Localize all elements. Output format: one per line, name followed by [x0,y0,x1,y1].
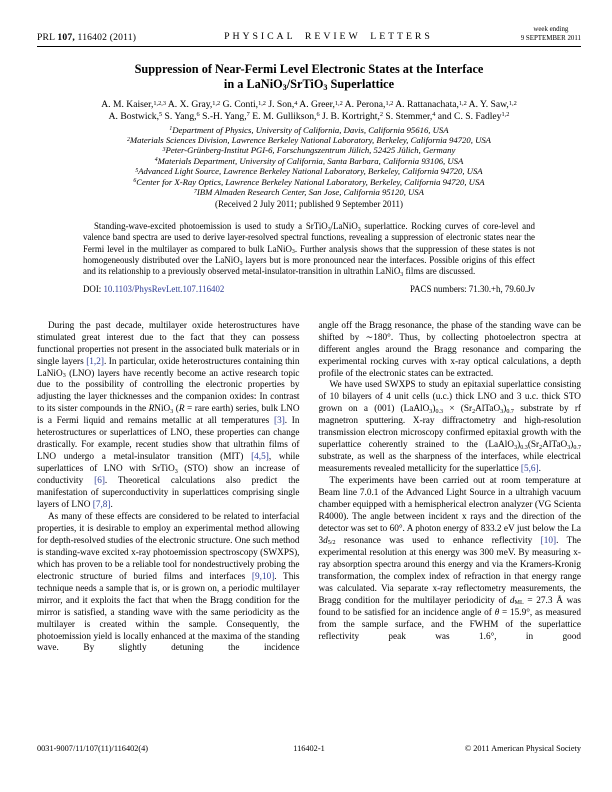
page-header [37,26,581,47]
affiliation-5: $^5$Advanced Light Source, Lawrence Berkeley National Laboratory, Berkeley, California 94720, USA [135,166,483,177]
affiliations-block [37,125,581,198]
title-line-2: in a LaNiO3/SrTiO3 Superlattice [223,76,395,92]
doi-block [83,284,224,294]
abstract-text: Standing-wave-excited photoemission is used to study a SrTiO3/LaNiO3 superlattice. Rocking curves of core-level and valence band spectra are used to derive layer-resolved spectral functions, revealing a suppression of electronic states near the Fermi level in the multilayer as compared to bulk LaNiO3. Further analysis shows that the suppression of these states is not homogeneously distributed over the LaNiO3 layers but is more pronounced near the interfaces. Possible origins of this effect and its relationship to a previously observed metal-insulator-transition in ultrathin LaNiO3 films are discussed. [83,221,535,278]
left-column [37,321,300,656]
affiliation-3: $^3$Peter-Grünberg-Institut PGI-6, Forschungszentrum Jülich, 52425 Jülich, Germany [162,145,456,156]
paragraph: We have used SWXPS to study an epitaxial superlattice consisting of 10 bilayers of 4 unit cells (u.c.) thick LNO and 3 u.c. thick STO grown on a (001) (LaAlO3)0.3 × (Sr2AlTaO3)0.7 substrate by rf magnetron sputtering. X-ray diffractometry and high-resolution transmission electron microscopy confirmed epitaxial growth with the superlattice coherently strained to the (LaAlO3)0.3(Sr2AlTaO3)0.7 substrate, as well as the sharpness of the interfaces, while electrical measurements revealed metallicity for the superlattice [5,6]. [318,380,581,475]
authors-line-2: A. Bostwick,$^5$ S. Yang,$^6$ S.-H. Yang,$^7$ E. M. Gullikson,$^6$ J. B. Kortright,$^2$ S. Stemmer,$^4$ and C. S. Fadley$^{1,2}$ [108,110,510,122]
pacs-numbers: PACS numbers: 71.30.+h, 79.60.Jv [410,283,535,294]
week-ending-label: week ending [533,26,569,33]
doi-label: DOI: [83,283,102,294]
received-date: (Received 2 July 2011; published 9 September 2011) [215,199,403,210]
affiliation-6: $^6$Center for X-Ray Optics, Lawrence Berkeley National Laboratory, Berkeley, California 94720, USA [133,176,485,187]
doi-line [83,284,535,294]
affiliation-7: $^7$IBM Almaden Research Center, San Jose, California 95120, USA [194,187,424,197]
body-columns [37,321,581,656]
affiliation-2: $^2$Materials Sciences Division, Lawrence Berkeley National Laboratory, Berkeley, California 94720, USA [127,134,491,145]
footer-page-number: 116402-1 [293,744,325,753]
authors-block [37,99,581,122]
paragraph: As many of these effects are considered to be related to interfacial properties, it is desirable to employ an experimental method allowing for depth-resolved studies of the electronic structure. One such method is standing-wave excited x-ray photoemission spectroscopy (SWXPS), which has proven to be a reliable tool for nondestructively probing the electronic structure of buried films and interfaces [9,10]. This technique needs a sample that is, or is grown on, a periodic multilayer mirror, and it exploits the fact that when the Bragg condition for the mirror is satisfied, a standing wave with the same periodicity as the multilayer is created within the sample. Consequently, the photoemission yield is locally enhanced at the maxima of the standing wave. By slightly detuning the incidence [37,511,300,654]
issue-date: 9 SEPTEMBER 2011 [520,34,581,42]
paper-title [37,62,581,91]
footer-issn: 0031-9007/11/107(11)/116402(4) [37,744,149,753]
paragraph: angle off the Bragg resonance, the phase of the standing wave can be shifted by ∼180°. Thus, by collecting photoelectron spectra at different angles around the Bragg resonance and comparing the experimental rocking curves with x-ray optical calculations, a depth profile of the electronic states can be extracted. [318,320,581,379]
page-footer [37,744,581,753]
week-ending-block [521,26,581,43]
affiliation-4: $^4$Materials Department, University of California, Santa Barbara, California 93106, USA [154,155,464,166]
title-line-1: Suppression of Near-Fermi Level Electronic States at the Interface [134,62,484,77]
affiliation-1: $^1$Department of Physics, University of California, Davis, California 95616, USA [169,124,449,135]
right-column [319,321,582,656]
paragraph: During the past decade, multilayer oxide heterostructures have stimulated great interest due to the fact that they can possess functional properties not present in the associated bulk materials or in single layers [1,2]. In particular, oxide heterostructures containing thin LaNiO3 (LNO) layers have recently become an active research topic due to the possibility of controlling the electronic properties by adjusting the layer thicknesses and the companion oxides: In contrast to its sister compounds in the RNiO3 (R = rare earth) series, bulk LNO is a Fermi liquid and remains metallic at all temperatures [3]. In heterostructures or superlattices of LNO, these properties can change drastically. For example, recent studies show that ultrathin films of LNO undergo a metal-insulator transition (MIT) [4,5], while superlattices of LNO with SrTiO3 (STO) show an increase of conductivity [6]. Theoretical calculations also predict the manifestation of superconductivity in superlattices comprising single layers of LNO [7,8]. [37,320,300,511]
journal-name: PHYSICAL REVIEW LETTERS [224,31,433,43]
paragraph: The experiments have been carried out at room temperature at Beam line 7.0.1 of the Advanced Light Source in a ultrahigh vacuum chamber equipped with a hemispherical electron analyzer (VG Scienta R4000). The angle between incident x rays and the direction of the detector was set to 60°. A photon energy of 833.2 eV just below the La 3d5/2 resonance was used to enhance reflectivity [10]. The experimental resolution at this energy was 300 meV. By measuring x-ray absorption spectra around this energy and via the Kramers-Kronig transformation, the complex index of refraction in that energy range was calculated. Via separate x-ray reflectometry measurements, the Bragg condition for the multilayer periodicity of dML = 27.3 Å was found to be satisfied for an incidence angle of θ = 15.9°, as measured from the sample surface, and the FWHM of the superlattice reflectivity peak was 1.6°, in good [318,476,581,642]
doi-link[interactable]: 10.1103/PhysRevLett.107.116402 [103,283,225,294]
authors-line-1: A. M. Kaiser,$^{1,2,3}$ A. X. Gray,$^{1,2}$ G. Conti,$^{1,2}$ J. Son,$^4$ A. Greer,$^{1,2}$ A. Perona,$^{1,2}$ A. Rattanachata,$^{1,2}$ A. Y. Saw,$^{1,2}$ [101,99,517,111]
journal-ref: PRL 107, 116402 (2011) [37,32,137,44]
footer-copyright: © 2011 American Physical Society [464,744,581,753]
